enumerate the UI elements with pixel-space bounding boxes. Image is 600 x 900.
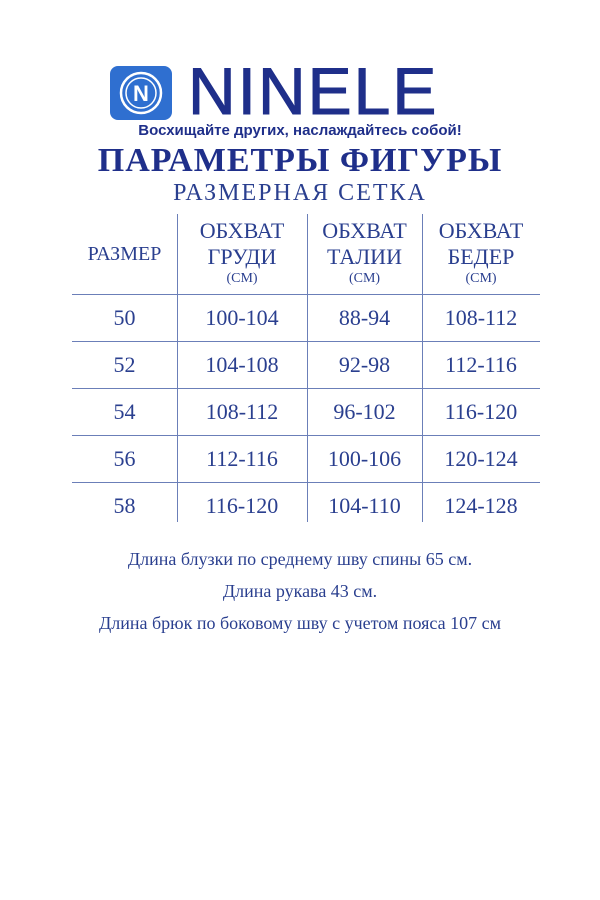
cell-hips: 116-120 bbox=[444, 399, 518, 424]
measurement-notes bbox=[0, 546, 600, 642]
size-table bbox=[72, 214, 540, 529]
table-row bbox=[72, 294, 540, 341]
header-size-label: РАЗМЕР bbox=[87, 243, 162, 265]
note-blouse-length: Длина блузки по среднему шву спины 65 см. bbox=[127, 549, 473, 569]
ninele-logo-icon bbox=[110, 66, 172, 120]
cell-size: 52 bbox=[113, 352, 136, 377]
page-subtitle: РАЗМЕРНАЯ СЕТКА bbox=[173, 180, 427, 206]
cell-size: 56 bbox=[113, 446, 136, 471]
header-chest-line2: ГРУДИ bbox=[207, 244, 277, 269]
cell-chest: 100-104 bbox=[205, 305, 279, 330]
header-waist-unit: (СМ) bbox=[348, 271, 381, 286]
table-header bbox=[72, 214, 540, 294]
header-hips-line2: БЕДЕР bbox=[447, 244, 515, 269]
table-row bbox=[72, 341, 540, 388]
table-row bbox=[72, 435, 540, 482]
cell-chest: 108-112 bbox=[205, 399, 279, 424]
cell-waist: 96-102 bbox=[333, 399, 396, 424]
header-hips-unit: (СМ) bbox=[465, 271, 497, 286]
cell-size: 54 bbox=[113, 399, 136, 424]
header-size bbox=[72, 214, 177, 294]
header-waist-line1: ОБХВАТ bbox=[322, 218, 407, 243]
cell-waist: 104-110 bbox=[328, 493, 401, 518]
header-waist bbox=[307, 214, 422, 298]
header-chest bbox=[177, 214, 307, 298]
table-row bbox=[72, 388, 540, 435]
cell-hips: 120-124 bbox=[444, 446, 518, 471]
brand-header bbox=[0, 0, 600, 150]
header-waist-line2: ТАЛИИ bbox=[327, 244, 402, 269]
cell-hips: 112-116 bbox=[445, 352, 517, 377]
logo-letter: N bbox=[133, 81, 149, 106]
cell-waist: 92-98 bbox=[338, 352, 391, 377]
header-hips-line1: ОБХВАТ bbox=[438, 218, 524, 243]
cell-waist: 88-94 bbox=[338, 305, 391, 330]
cell-hips: 124-128 bbox=[444, 493, 518, 518]
cell-chest: 112-116 bbox=[206, 446, 278, 471]
header-chest-unit: (СМ) bbox=[226, 271, 258, 286]
cell-size: 50 bbox=[113, 305, 136, 330]
cell-chest: 116-120 bbox=[205, 493, 279, 518]
header-chest-line1: ОБХВАТ bbox=[199, 218, 285, 243]
page-title: ПАРАМЕТРЫ ФИГУРЫ bbox=[97, 142, 503, 179]
note-trousers-length: Длина брюк по боковому шву с учетом пояса 107 см bbox=[98, 613, 501, 633]
header-hips bbox=[422, 214, 540, 298]
cell-chest: 104-108 bbox=[205, 352, 279, 377]
brand-name: NINELE bbox=[188, 54, 439, 128]
cell-hips: 108-112 bbox=[444, 305, 518, 330]
table-row bbox=[72, 482, 540, 529]
note-sleeve-length: Длина рукава 43 см. bbox=[222, 581, 378, 601]
brand-tagline: Восхищайте других, наслаждайтесь собой! bbox=[138, 122, 462, 139]
cell-size: 58 bbox=[113, 493, 136, 518]
cell-waist: 100-106 bbox=[327, 446, 402, 471]
